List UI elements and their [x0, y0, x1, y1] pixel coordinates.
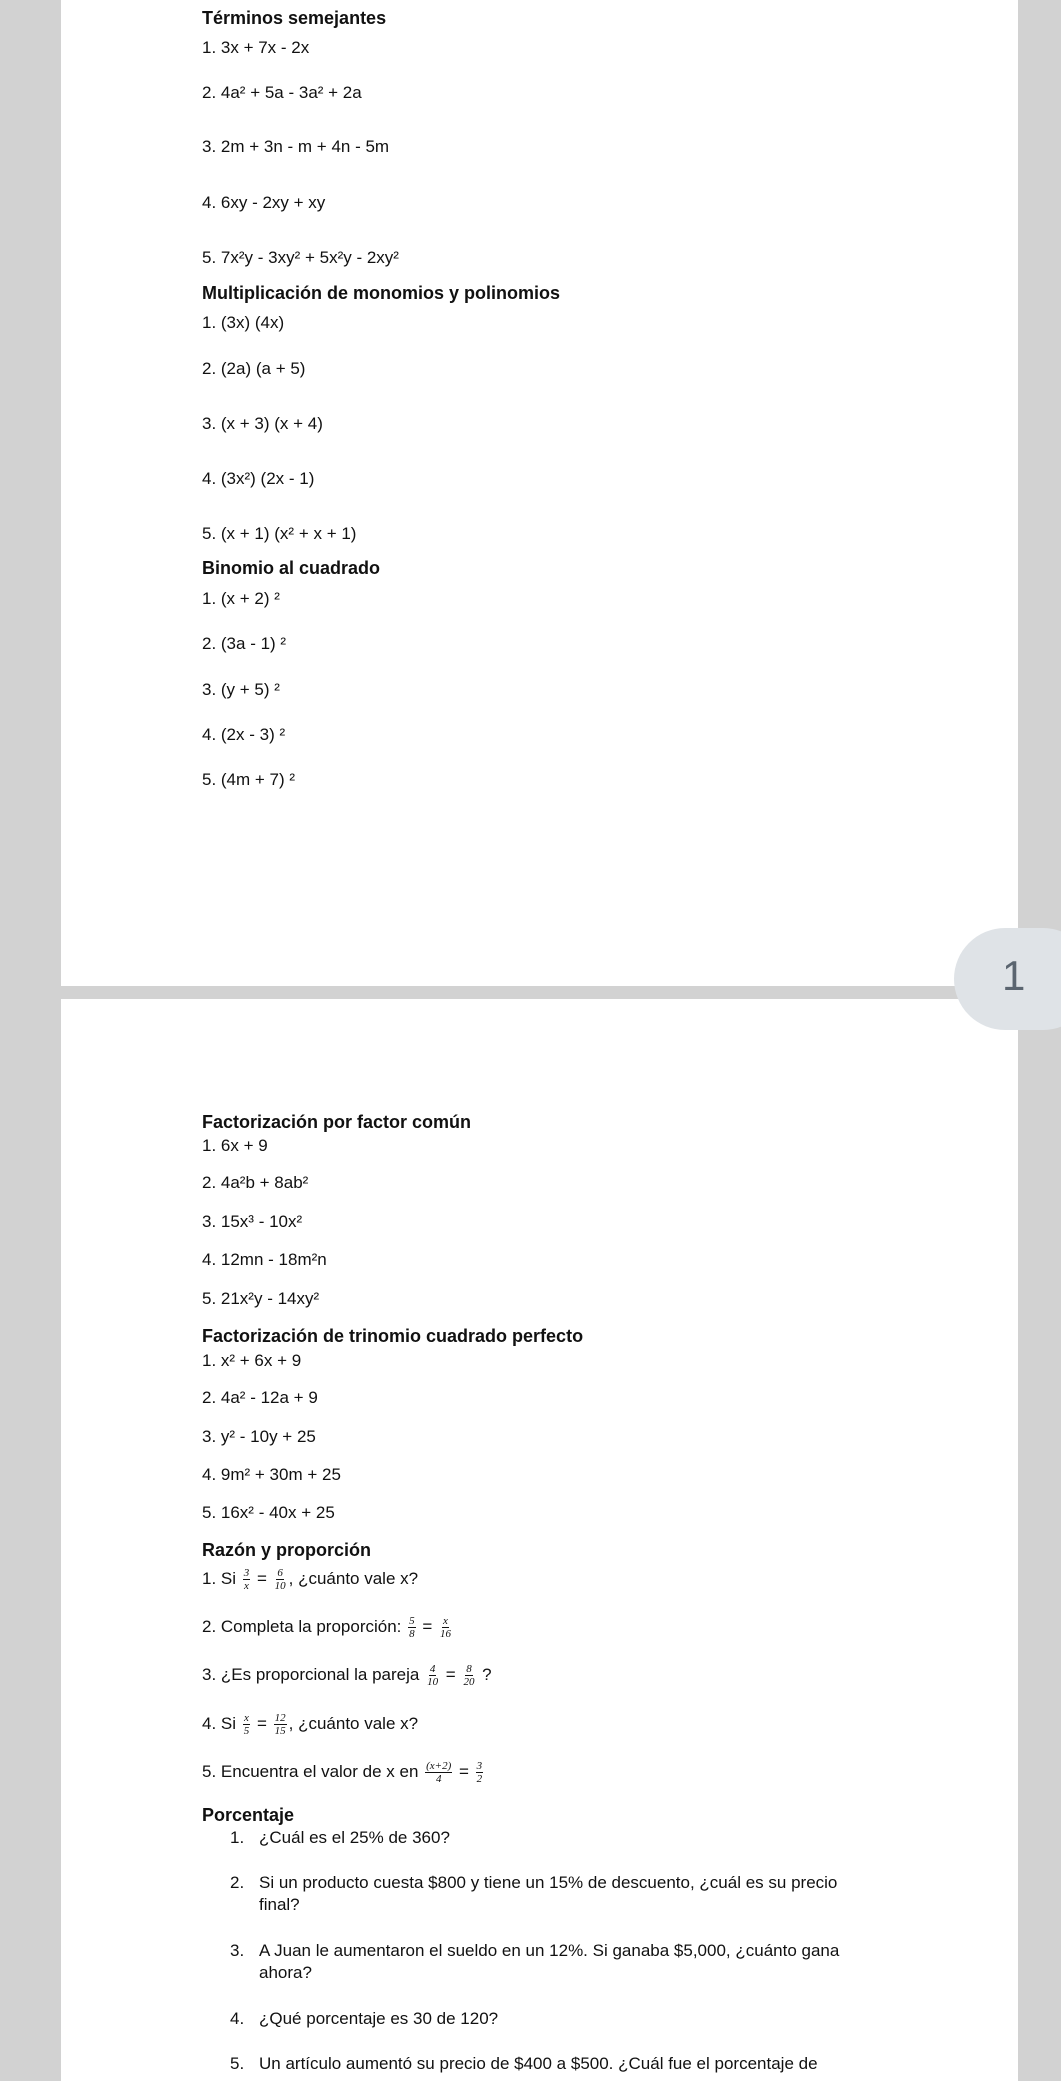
list-item: 1. 3x + 7x - 2x	[202, 38, 310, 57]
proportion-question-5	[202, 1760, 485, 1785]
question-text: ?	[477, 1664, 492, 1684]
fraction	[274, 1712, 287, 1737]
denominator: 4	[435, 1773, 442, 1785]
fraction	[408, 1615, 416, 1640]
numerator: 3	[476, 1760, 483, 1772]
page-number: 1	[1002, 952, 1026, 999]
list-item: 4. (2x - 3) ²	[202, 725, 286, 744]
numerator: 6	[277, 1567, 283, 1579]
list-item: 3. 2m + 3n - m + 4n - 5m	[202, 137, 390, 156]
question-text: , ¿cuánto vale x?	[288, 1568, 419, 1588]
denominator: 5	[243, 1725, 250, 1737]
numerator: x	[443, 1615, 448, 1627]
list-item: 3. 15x³ - 10x²	[202, 1212, 303, 1231]
section-title-razon: Razón y proporción	[202, 1540, 372, 1560]
denominator: x	[244, 1580, 249, 1592]
list-item: 4. (3x²) (2x - 1)	[202, 469, 315, 488]
numerator: 4	[429, 1663, 436, 1675]
fraction	[425, 1760, 452, 1785]
list-item: 4. 6xy - 2xy + xy	[202, 193, 326, 212]
fraction	[243, 1567, 251, 1592]
list-item: 3. (y + 5) ²	[202, 680, 280, 699]
item-text: ¿Qué porcentaje es 30 de 120?	[259, 2009, 499, 2028]
numerator: 3	[243, 1567, 250, 1579]
list-item: 4. 12mn - 18m²n	[202, 1250, 327, 1269]
fraction	[476, 1760, 484, 1785]
list-item: 5. 16x² - 40x + 25	[202, 1503, 335, 1522]
denominator: 16	[439, 1628, 451, 1640]
list-item	[230, 1940, 870, 1984]
numerator: 5	[409, 1615, 415, 1627]
list-item: 2. 4a² + 5a - 3a² + 2a	[202, 83, 362, 102]
section-title-binomio: Binomio al cuadrado	[202, 558, 381, 578]
list-item	[230, 2008, 870, 2030]
question-text: 5. Encuentra el valor de x en	[202, 1761, 424, 1781]
list-item: 4. 9m² + 30m + 25	[202, 1465, 341, 1484]
item-number: 2.	[230, 1873, 245, 1892]
item-text: ¿Cuál es el 25% de 360?	[259, 1828, 450, 1847]
question-text: 4. Si	[202, 1713, 241, 1733]
list-item: 3. (x + 3) (x + 4)	[202, 414, 323, 433]
list-item: 1. (3x) (4x)	[202, 313, 285, 332]
list-item: 5. (4m + 7) ²	[202, 770, 296, 789]
list-item: 1. x² + 6x + 9	[202, 1351, 302, 1370]
item-number: 3.	[230, 1941, 245, 1960]
item-text: A Juan le aumentaron el sueldo en un 12%. Si ganaba $5,000, ¿cuánto gana ahora?	[259, 1941, 840, 1982]
denominator: 15	[274, 1725, 286, 1737]
denominator: 8	[409, 1628, 415, 1640]
denominator: 10	[274, 1580, 286, 1592]
item-number: 4.	[230, 2009, 245, 2028]
equals-sign: =	[441, 1664, 461, 1684]
proportion-question-4	[202, 1712, 418, 1737]
list-item: 2. (3a - 1) ²	[202, 634, 287, 653]
fraction	[462, 1663, 475, 1688]
fraction	[243, 1712, 251, 1737]
denominator: 20	[463, 1676, 475, 1688]
section-title-factor-comun: Factorización por factor común	[202, 1112, 472, 1132]
list-item: 5. 7x²y - 3xy² + 5x²y - 2xy²	[202, 248, 399, 267]
numerator: 12	[274, 1712, 286, 1724]
section-title-trinomio: Factorización de trinomio cuadrado perfecto	[202, 1326, 584, 1346]
question-text: 2. Completa la proporción:	[202, 1616, 407, 1636]
page-number-badge	[954, 928, 1061, 1030]
list-item	[230, 1872, 870, 1916]
item-number: 1.	[230, 1828, 245, 1847]
fraction	[274, 1567, 287, 1592]
list-item: 3. y² - 10y + 25	[202, 1427, 316, 1446]
fraction	[439, 1615, 452, 1640]
item-text: Un artículo aumentó su precio de $400 a $500. ¿Cuál fue el porcentaje de	[259, 2054, 818, 2073]
question-text: 1. Si	[202, 1568, 241, 1588]
equals-sign: =	[252, 1568, 272, 1588]
list-item: 2. 4a²b + 8ab²	[202, 1173, 309, 1192]
section-title-porcentaje: Porcentaje	[202, 1805, 295, 1825]
item-text: Si un producto cuesta $800 y tiene un 15% de descuento, ¿cuál es su precio final?	[259, 1873, 838, 1914]
list-item	[230, 2053, 870, 2075]
denominator: 10	[427, 1676, 439, 1688]
equals-sign: =	[454, 1761, 474, 1781]
list-item: 1. (x + 2) ²	[202, 589, 280, 608]
item-number: 5.	[230, 2054, 245, 2073]
proportion-question-2	[202, 1615, 454, 1640]
denominator: 2	[476, 1773, 483, 1785]
list-item: 2. 4a² - 12a + 9	[202, 1388, 318, 1407]
equals-sign: =	[252, 1713, 272, 1733]
list-item: 1. 6x + 9	[202, 1136, 268, 1155]
fraction	[426, 1663, 439, 1688]
numerator: 8	[466, 1663, 472, 1675]
equals-sign: =	[417, 1616, 437, 1636]
numerator: x	[244, 1712, 249, 1724]
proportion-question-3	[202, 1663, 492, 1688]
section-title-terminos: Términos semejantes	[202, 8, 387, 28]
list-item: 5. (x + 1) (x² + x + 1)	[202, 524, 357, 543]
section-title-multiplicacion: Multiplicación de monomios y polinomios	[202, 283, 561, 303]
question-text: 3. ¿Es proporcional la pareja	[202, 1664, 425, 1684]
list-item: 2. (2a) (a + 5)	[202, 359, 306, 378]
numerator: (x+2)	[426, 1760, 452, 1772]
list-item: 5. 21x²y - 14xy²	[202, 1289, 320, 1308]
question-text: , ¿cuánto vale x?	[288, 1713, 419, 1733]
proportion-question-1	[202, 1567, 418, 1592]
list-item	[230, 1827, 870, 1849]
